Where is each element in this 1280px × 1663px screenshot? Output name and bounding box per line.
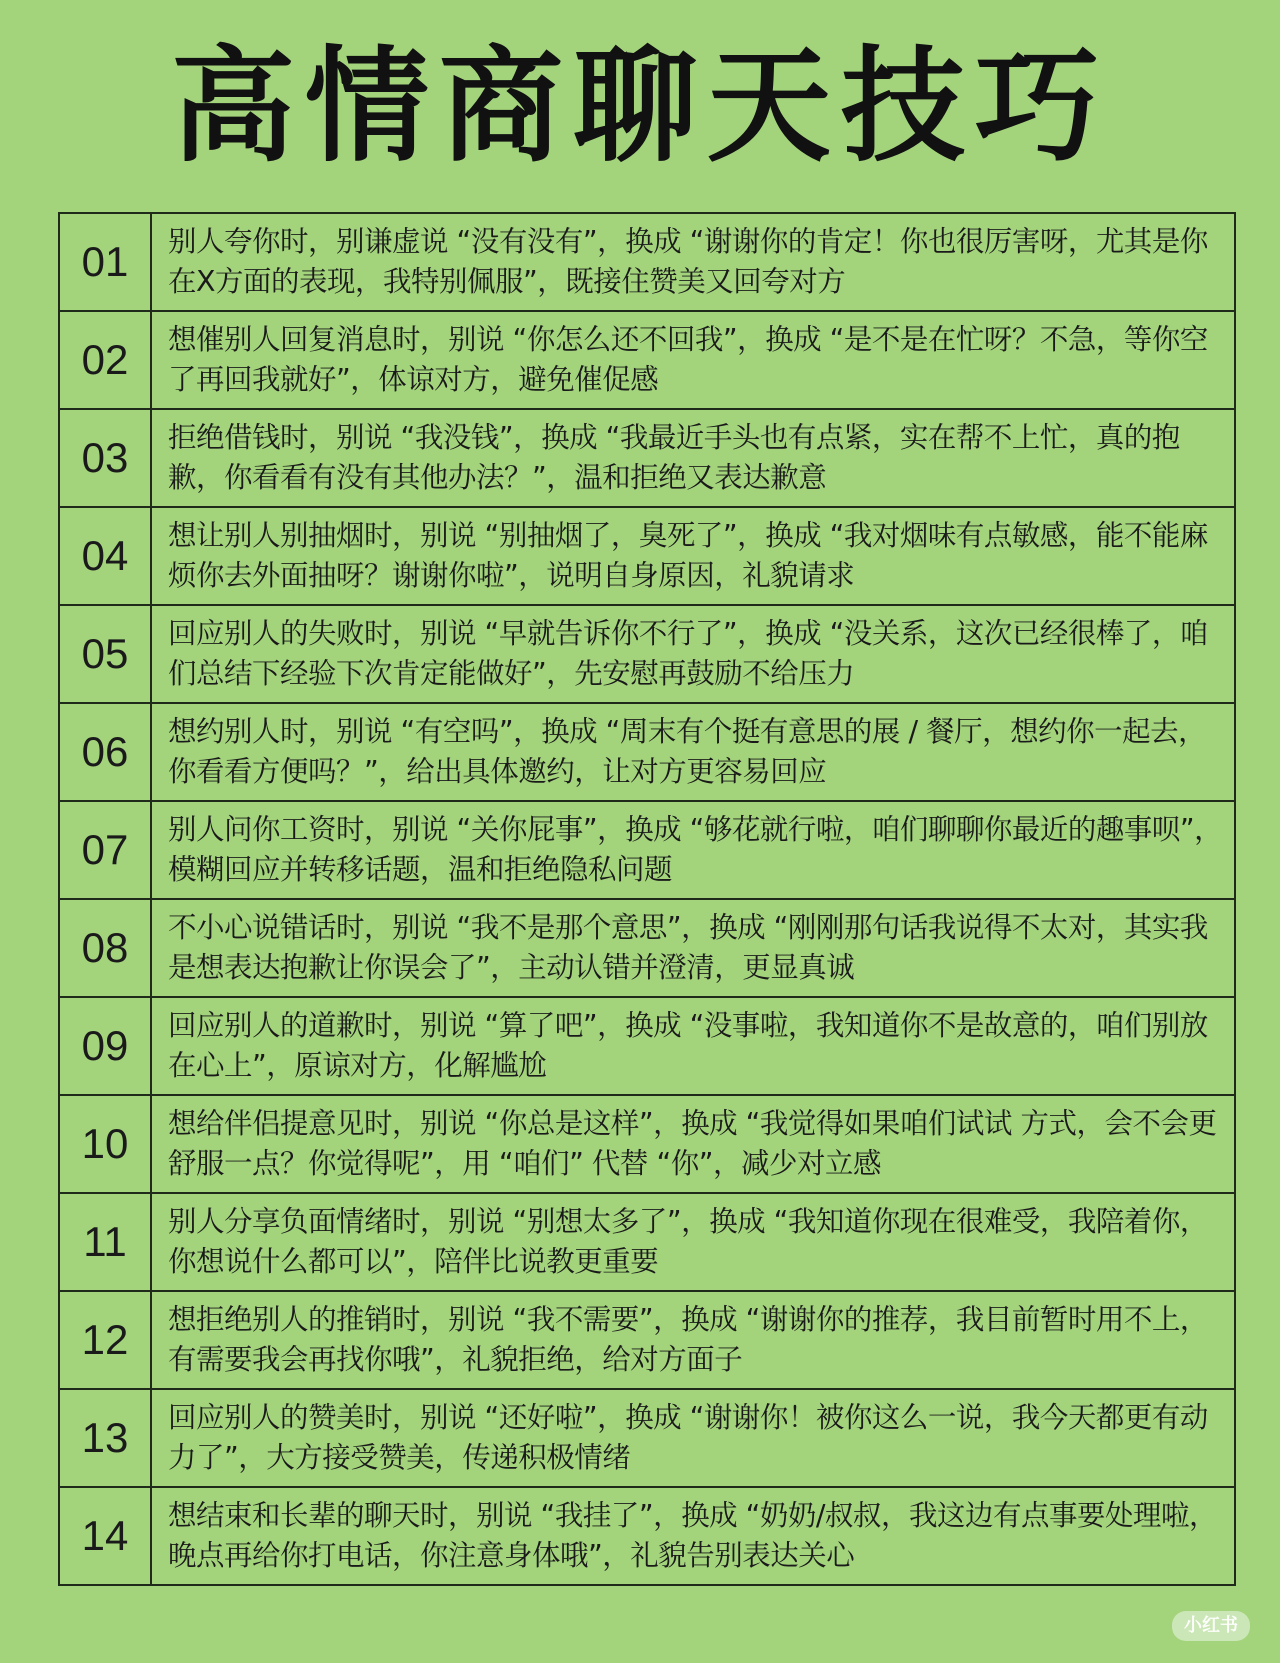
tip-number: 09 bbox=[59, 997, 151, 1095]
tip-number: 06 bbox=[59, 703, 151, 801]
tip-number: 14 bbox=[59, 1487, 151, 1585]
tip-text: 想催别人回复消息时，别说 “你怎么还不回我”，换成 “是不是在忙呀？不急，等你空了再回我就好”，体谅对方，避免催促感 bbox=[151, 311, 1235, 409]
tip-text: 拒绝借钱时，别说 “我没钱”，换成 “我最近手头也有点紧，实在帮不上忙，真的抱歉，你看看有没有其他办法？”，温和拒绝又表达歉意 bbox=[151, 409, 1235, 507]
tip-number: 04 bbox=[59, 507, 151, 605]
tip-text: 别人分享负面情绪时，别说 “别想太多了”，换成 “我知道你现在很难受，我陪着你，你想说什么都可以”，陪伴比说教更重要 bbox=[151, 1193, 1235, 1291]
tip-number: 10 bbox=[59, 1095, 151, 1193]
table-row bbox=[59, 213, 1235, 311]
page-title: 高情商聊天技巧 bbox=[170, 35, 1109, 179]
tip-number: 01 bbox=[59, 213, 151, 311]
table-row bbox=[59, 507, 1235, 605]
tip-text: 不小心说错话时，别说 “我不是那个意思”，换成 “刚刚那句话我说得不太对，其实我是想表达抱歉让你误会了”，主动认错并澄清，更显真诚 bbox=[151, 899, 1235, 997]
tip-text: 别人夸你时，别谦虚说 “没有没有”，换成 “谢谢你的肯定！你也很厉害呀，尤其是你在X方面的表现，我特别佩服”，既接住赞美又回夸对方 bbox=[151, 213, 1235, 311]
table-row bbox=[59, 1291, 1235, 1389]
tip-text: 回应别人的赞美时，别说 “还好啦”，换成 “谢谢你！被你这么一说，我今天都更有动力了”，大方接受赞美，传递积极情绪 bbox=[151, 1389, 1235, 1487]
watermark-logo: 小红书 bbox=[1172, 1611, 1250, 1641]
tip-number: 13 bbox=[59, 1389, 151, 1487]
table-row bbox=[59, 1095, 1235, 1193]
tip-text: 别人问你工资时，别说 “关你屁事”，换成 “够花就行啦，咱们聊聊你最近的趣事呗”，模糊回应并转移话题，温和拒绝隐私问题 bbox=[151, 801, 1235, 899]
tip-text: 回应别人的失败时，别说 “早就告诉你不行了”，换成 “没关系，这次已经很棒了，咱们总结下经验下次肯定能做好”，先安慰再鼓励不给压力 bbox=[151, 605, 1235, 703]
tip-number: 05 bbox=[59, 605, 151, 703]
tip-text: 想给伴侣提意见时，别说 “你总是这样”，换成 “我觉得如果咱们试试 方式，会不会更舒服一点？你觉得呢”，用 “咱们” 代替 “你”，减少对立感 bbox=[151, 1095, 1235, 1193]
table-row bbox=[59, 1193, 1235, 1291]
tip-text: 想约别人时，别说 “有空吗”，换成 “周末有个挺有意思的展 / 餐厅，想约你一起去，你看看方便吗？”，给出具体邀约，让对方更容易回应 bbox=[151, 703, 1235, 801]
table-row bbox=[59, 801, 1235, 899]
tip-text: 回应别人的道歉时，别说 “算了吧”，换成 “没事啦，我知道你不是故意的，咱们别放在心上”，原谅对方，化解尴尬 bbox=[151, 997, 1235, 1095]
table-row bbox=[59, 1389, 1235, 1487]
tip-number: 03 bbox=[59, 409, 151, 507]
tip-text: 想结束和长辈的聊天时，别说 “我挂了”，换成 “奶奶/叔叔，我这边有点事要处理啦，晚点再给你打电话，你注意身体哦”，礼貌告别表达关心 bbox=[151, 1487, 1235, 1585]
tip-number: 12 bbox=[59, 1291, 151, 1389]
table-row bbox=[59, 1487, 1235, 1585]
table-row bbox=[59, 409, 1235, 507]
tip-text: 想拒绝别人的推销时，别说 “我不需要”，换成 “谢谢你的推荐，我目前暂时用不上，有需要我会再找你哦”，礼貌拒绝，给对方面子 bbox=[151, 1291, 1235, 1389]
tip-number: 02 bbox=[59, 311, 151, 409]
table-row bbox=[59, 703, 1235, 801]
table-row bbox=[59, 605, 1235, 703]
table-row bbox=[59, 899, 1235, 997]
tip-number: 07 bbox=[59, 801, 151, 899]
tips-table bbox=[58, 212, 1236, 1586]
table-row bbox=[59, 311, 1235, 409]
tip-text: 想让别人别抽烟时，别说 “别抽烟了，臭死了”，换成 “我对烟味有点敏感，能不能麻烦你去外面抽呀？谢谢你啦”，说明自身原因，礼貌请求 bbox=[151, 507, 1235, 605]
tip-number: 11 bbox=[59, 1193, 151, 1291]
tip-number: 08 bbox=[59, 899, 151, 997]
table-row bbox=[59, 997, 1235, 1095]
